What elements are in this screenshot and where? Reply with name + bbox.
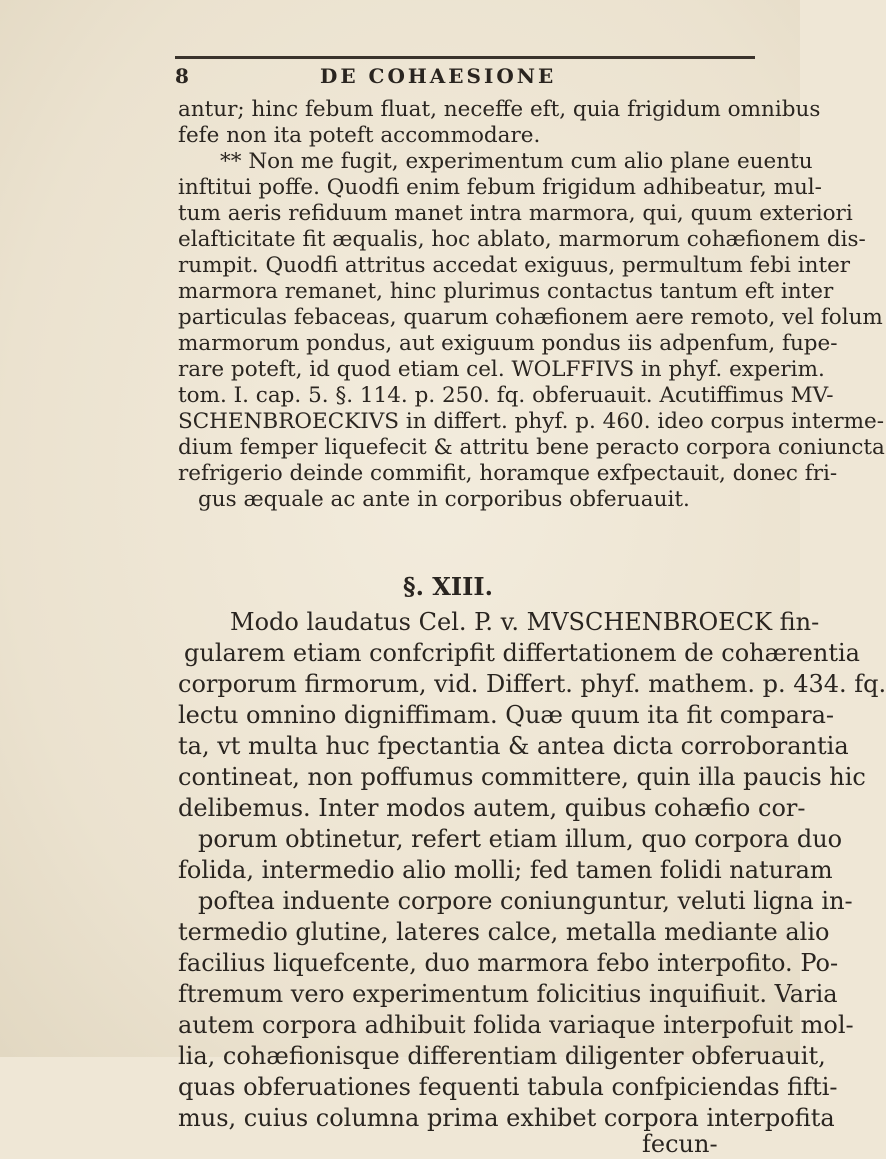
text-line: porum obtinetur, refert etiam illum, quo corpora duo [198, 825, 843, 853]
text-line: corporum firmorum, vid. Differt. phyf. mathem. p. 434. fq. [178, 670, 886, 698]
text-line: mus, cuius columna prima exhibet corpora interpofita [178, 1104, 835, 1132]
text-line: refrigerio deinde commifit, horamque exfpectauit, donec fri- [178, 461, 838, 486]
section-heading: §. XIII. [403, 572, 493, 601]
text-line: marmora remanet, hinc plurimus contactus tantum eft inter [178, 279, 834, 304]
text-line: lia, cohæfionisque differentiam diligenter obferuauit, [178, 1042, 826, 1070]
catchword: fecun- [642, 1130, 718, 1158]
text-line: elafticitate fit æqualis, hoc ablato, marmorum cohæfionem dis- [178, 227, 866, 252]
text-line: delibemus. Inter modos autem, quibus cohæfio cor- [178, 794, 806, 822]
text-line: rare poteft, id quod etiam cel. WOLFFIVS in phyf. experim. [178, 357, 825, 382]
text-line: termedio glutine, lateres calce, metalla mediante alio [178, 918, 830, 946]
text-line: autem corpora adhibuit folida variaque interpofuit mol- [178, 1011, 854, 1039]
text-line: tum aeris refiduum manet intra marmora, qui, quum exteriori [178, 201, 853, 226]
text-line: gus æquale ac ante in corporibus obferuauit. [198, 487, 690, 512]
page-header [175, 64, 755, 94]
text-line: dium femper liquefecit & attritu bene peracto corpora coniuncta [178, 435, 885, 460]
text-line: contineat, non poffumus committere, quin illa paucis hic [178, 763, 866, 791]
text-line: Modo laudatus Cel. P. v. MVSCHENBROECK fin- [230, 608, 820, 636]
text-line: folida, intermedio alio molli; fed tamen folidi naturam [178, 856, 833, 884]
text-line: antur; hinc febum fluat, neceffe eft, quia frigidum omnibus [178, 97, 821, 122]
text-line: quas obferuationes fequenti tabula confpiciendas fifti- [178, 1073, 838, 1101]
text-line: inftitui poffe. Quodfi enim febum frigidum adhibeatur, mul- [178, 175, 822, 200]
text-line: ftremum vero experimentum folicitius inquifiuit. Varia [178, 980, 838, 1008]
text-line: poftea induente corpore coniunguntur, veluti ligna in- [198, 887, 853, 915]
text-line: ta, vt multa huc fpectantia & antea dicta corroborantia [178, 732, 849, 760]
header-rule [175, 56, 755, 59]
text-line: fefe non ita poteft accommodare. [178, 123, 541, 148]
text-line: facilius liquefcente, duo marmora febo interpofito. Po- [178, 949, 839, 977]
text-line: tom. I. cap. 5. §. 114. p. 250. fq. obferuauit. Acutiffimus MV- [178, 383, 834, 408]
text-line: gularem etiam confcripfit differtationem de cohærentia [184, 639, 860, 667]
text-line: ** Non me fugit, experimentum cum alio plane euentu [220, 149, 813, 174]
text-line: SCHENBROECKIVS in differt. phyf. p. 460. ideo corpus interme- [178, 409, 884, 434]
running-title: DE COHAESIONE [320, 64, 557, 88]
text-line: lectu omnino digniffimam. Quæ quum ita fit compara- [178, 701, 835, 729]
text-line: rumpit. Quodfi attritus accedat exiguus, permultum febi inter [178, 253, 851, 278]
text-line: particulas febaceas, quarum cohæfionem aere remoto, vel folum [178, 305, 883, 330]
page-number: 8 [175, 64, 191, 88]
text-line: marmorum pondus, aut exiguum pondus iis adpenfum, fupe- [178, 331, 838, 356]
